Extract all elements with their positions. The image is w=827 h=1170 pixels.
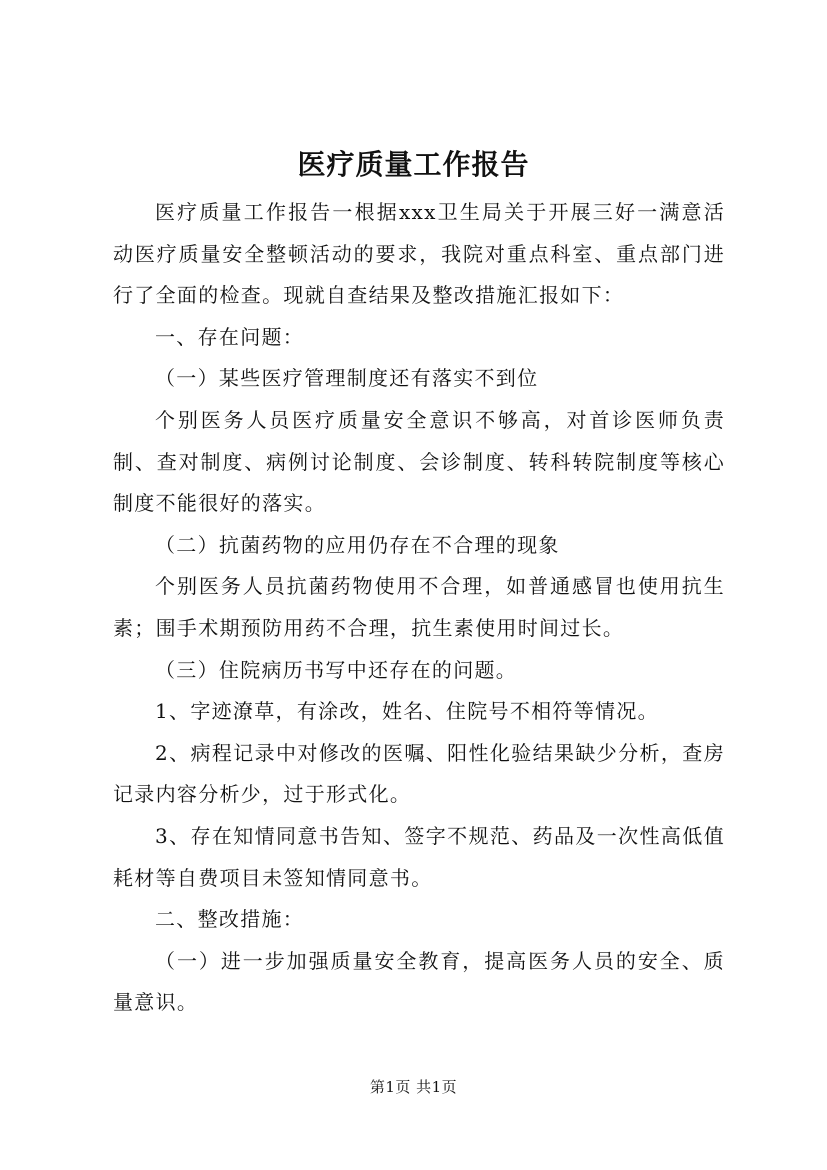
subsection-heading-1: （一）某些医疗管理制度还有落实不到位 <box>155 366 539 391</box>
section-heading-measures: 二、整改措施： <box>155 907 305 932</box>
document-body <box>113 192 725 1024</box>
intro-paragraph: 医疗质量工作报告一根据xxx卫生局关于开展三好一满意活动医疗质量安全整顿活动的要求，我院对重点科室、重点部门进行了全面的检查。现就自查结果及整改措施汇报如下： <box>113 200 725 308</box>
subsection-heading-2: （二）抗菌药物的应用仍存在不合理的现象 <box>155 532 560 557</box>
subsection-heading-3: （三）住院病历书写中还存在的问题。 <box>155 657 518 682</box>
list-item-2: 2、病程记录中对修改的医嘱、阳性化验结果缺少分析，查房记录内容分析少，过于形式化。 <box>113 740 725 807</box>
list-item-1: 1、字迹潦草，有涂改，姓名、住院号不相符等情况。 <box>155 699 659 724</box>
section-heading-problems: 一、存在问题： <box>155 324 305 349</box>
body-paragraph-2: 个别医务人员抗菌药物使用不合理，如普通感冒也使用抗生素；围手术期预防用药不合理，抗生素使用时间过长。 <box>113 574 725 640</box>
list-item-3: 3、存在知情同意书告知、签字不规范、药品及一次性高低值耗材等自费项目未签知情同意书。 <box>113 823 725 890</box>
page-number-footer: 第1页 共1页 <box>369 1078 458 1096</box>
document-title: 医疗质量工作报告 <box>297 148 530 181</box>
body-paragraph-1: 个别医务人员医疗质量安全意识不够高，对首诊医师负责制、查对制度、病例讨论制度、会诊制度、转科转院制度等核心制度不能很好的落实。 <box>113 407 725 516</box>
measure-item-1: （一）进一步加强质量安全教育，提高医务人员的安全、质量意识。 <box>113 948 725 1015</box>
